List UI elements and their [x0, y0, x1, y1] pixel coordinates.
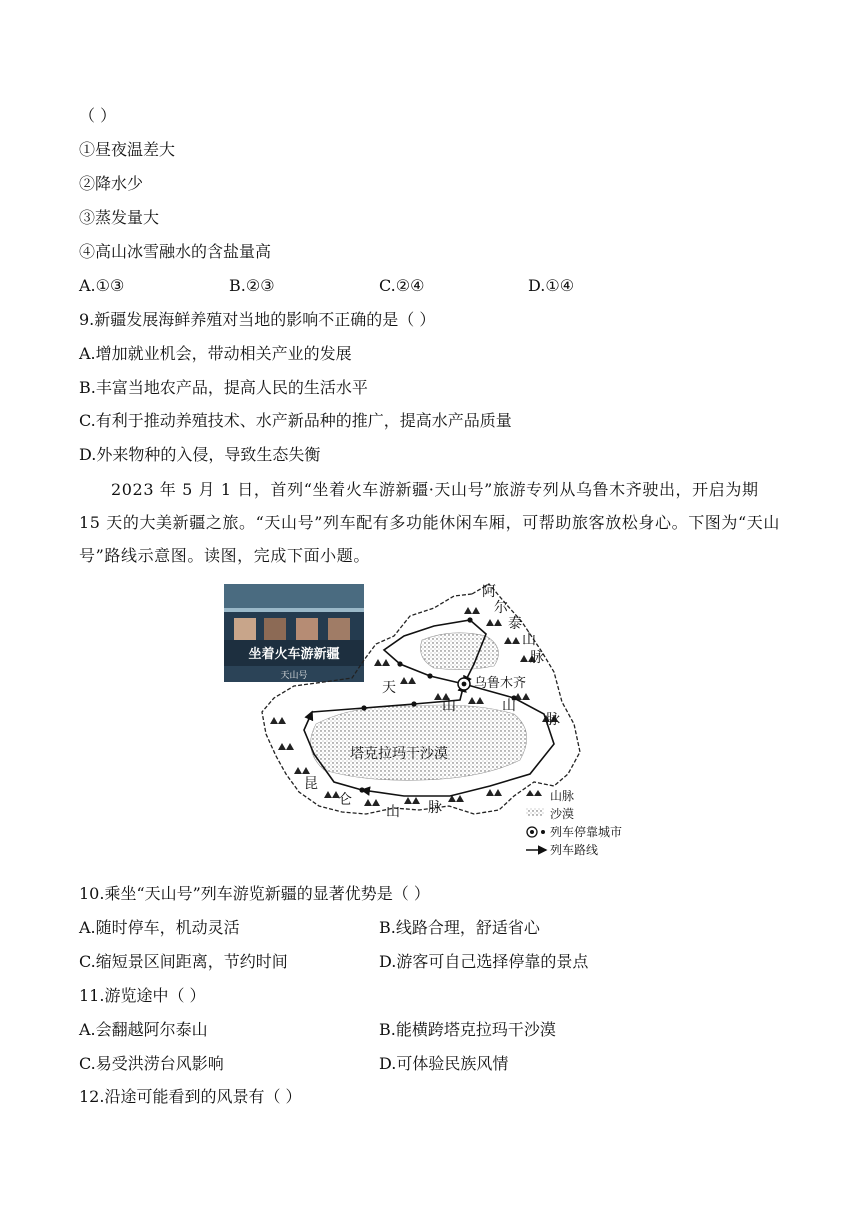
tianshan-char-3: 山: [502, 698, 516, 714]
altai-char-5: 脉: [530, 650, 544, 666]
legend-mountain-icon: [526, 790, 542, 796]
junggar-desert: [421, 633, 499, 670]
taklamakan-desert: [311, 705, 527, 780]
q8-item-3: ③蒸发量大: [79, 208, 160, 227]
legend-mountain: 山脉: [550, 789, 575, 803]
q11-option-a: A.会翻越阿尔泰山: [79, 1020, 208, 1039]
kunlun-char-1: 昆: [304, 776, 318, 792]
altai-char-1: 阿: [482, 584, 496, 600]
q10-option-c: C.缩短景区间距离，节约时间: [79, 952, 288, 971]
photo-subcaption: 天山号: [280, 671, 308, 681]
kunlun-char-2: 仑: [338, 792, 352, 808]
photo-caption: 坐着火车游新疆: [248, 647, 340, 662]
kunlun-char-4: 脉: [428, 800, 442, 816]
tianshan-char-2: 山: [442, 698, 456, 714]
q9-option-c: C.有利于推动养殖技术、水产新品种的推广，提高水产品质量: [79, 411, 512, 430]
map-legend: [526, 789, 622, 857]
legend-city-icon: [527, 827, 545, 837]
train-photo: [224, 584, 364, 682]
legend-city: 列车停靠城市: [550, 825, 623, 839]
q8-option-a: A.①③: [79, 276, 125, 295]
tianshan-route-map: [224, 574, 644, 874]
altai-char-3: 泰: [508, 616, 522, 632]
q11-option-b: B.能横跨塔克拉玛干沙漠: [379, 1020, 556, 1039]
q9-stem: 9.新疆发展海鲜养殖对当地的影响不正确的是（ ）: [79, 310, 436, 329]
legend-route: 列车路线: [550, 843, 599, 857]
kunlun-char-3: 山: [386, 804, 400, 820]
desert-label: 塔克拉玛干沙漠: [350, 746, 448, 762]
q10-stem: 10.乘坐“天山号”列车游览新疆的显著优势是（ ）: [79, 884, 430, 903]
tianshan-char-4: 脉: [546, 712, 560, 728]
q9-option-b: B.丰富当地农产品，提高人民的生活水平: [79, 378, 368, 397]
city-urumqi: 乌鲁木齐: [474, 676, 527, 691]
passage: 2023 年 5 月 1 日，首列“坐着火车游新疆·天山号”旅游专列从乌鲁木齐驶出，开启为期 15 天的大美新疆之旅。“天山号”列车配有多功能休闲车厢，可帮助旅客放松身心。下图为“天山号”路线示意图。读图，完成下面小题。: [79, 480, 780, 565]
q10-option-b: B.线路合理，舒适省心: [379, 918, 540, 937]
urumqi-marker: [458, 678, 470, 690]
q8-item-2: ②降水少: [79, 174, 144, 193]
q10-option-d: D.游客可自己选择停靠的景点: [379, 952, 589, 971]
tianshan-char-1: 天: [382, 680, 396, 696]
q9-option-a: A.增加就业机会，带动相关产业的发展: [79, 344, 352, 363]
altai-char-2: 尔: [494, 600, 508, 616]
q8-option-d: D.①④: [528, 276, 575, 295]
q9-option-d: D.外来物种的入侵，导致生态失衡: [79, 445, 321, 464]
q8-item-4: ④高山冰雪融水的含盐量高: [79, 242, 272, 261]
q11-option-c: C.易受洪涝台风影响: [79, 1054, 224, 1073]
q12-stem: 12.沿途可能看到的风景有（ ）: [79, 1087, 302, 1106]
q8-blank: （ ）: [79, 106, 117, 125]
q8-option-b: B.②③: [229, 276, 275, 295]
q8-item-1: ①昼夜温差大: [79, 140, 176, 159]
q10-option-a: A.随时停车，机动灵活: [79, 918, 240, 937]
q11-option-d: D.可体验民族风情: [379, 1054, 509, 1073]
altai-char-4: 山: [522, 632, 536, 648]
legend-desert: 沙漠: [550, 807, 575, 821]
legend-desert-icon: [526, 808, 544, 816]
q11-stem: 11.游览途中（ ）: [79, 986, 206, 1005]
q8-option-c: C.②④: [379, 276, 425, 295]
